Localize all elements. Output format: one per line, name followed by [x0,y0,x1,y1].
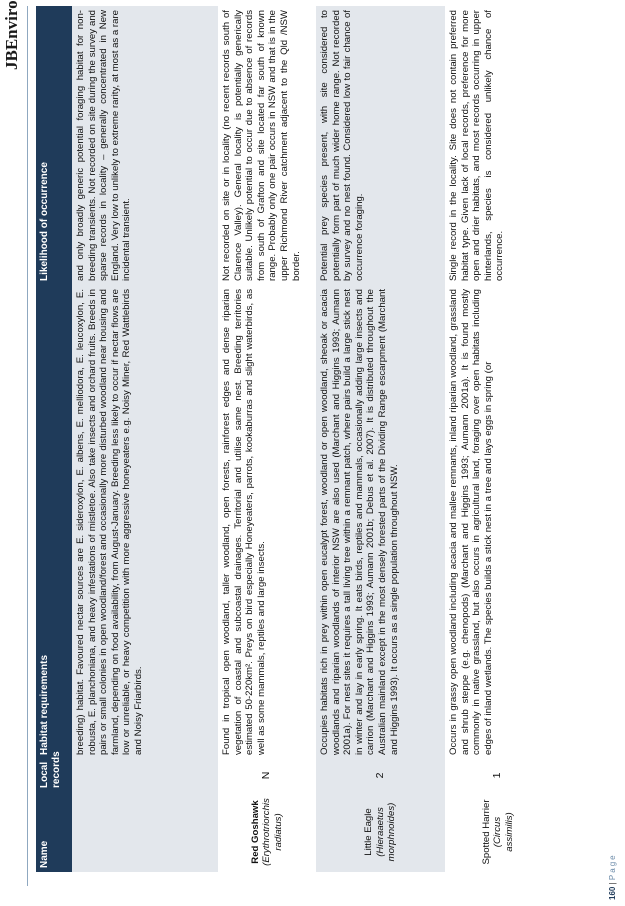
table-row [72,6,218,872]
habitat-cell: Occupies habitats rich in prey within open eucalypt forest, woodland or open woodland, sheoak or acacia woodlands and riparian woodlands of interior NSW are also used (Marchant and Higgins 1993; Aumann 2001a). For nest sites it requires a tall living tree within a remnant patch, where pairs build a large stick nest in winter and lay in early spring. It eats birds, reptiles and mammals, occasionally adding large insects and carrion (Marchant and Higgins 1993; Aumann 2001b; Debus et al. 2007). It is distributed throughout the Australian mainland except in the most densely forested parts of the Dividing Range escarpment (Marchant and Higgins 1993). It occurs as a single population throughout NSW. [316,285,445,759]
page-label: Page [608,853,617,881]
species-name-cell [72,792,218,872]
table-row [445,6,551,872]
likelihood-cell: Potential prey species present, with site considered to potentially form part of much wider home range. Not recorded by survey and no nest found. Considered low to fair chance of occurrence foraging. [316,6,445,285]
local-records-cell: N [218,759,316,792]
table-header-row [36,6,72,872]
habitat-cell: Occurs in grassy open woodland including acacia and mallee remnants, inland riparian woodland, grassland and shrub steppe (e.g. chenopods) (Marchant and Higgins 1993; Aumann 2001a). It is found mostly commonly in native grassland, but also occurs in agricultural land, foraging over open habitats including edges of inland wetlands. The species builds a stick nest in a tree and lays eggs in spring (or [445,285,551,759]
species-name-cell [316,792,445,872]
scientific-name: (Hieraaetus morphnoides) [374,802,398,862]
local-records-cell: 1 [445,759,551,792]
local-records-cell [72,759,218,792]
scientific-name: (Erythrotriorchis radiatus) [261,798,284,866]
header-name: Name [36,792,72,872]
page-separator: | [608,882,617,885]
table-row [218,6,316,872]
header-local-records: Local records [36,759,72,792]
brand-logo: JBEnviro [2,0,21,70]
common-name: Little Eagle [363,808,375,856]
likelihood-cell: Single record in the locality. Site does not contain preferred habitat type. Given lack of local records, preference for more open and drier habitats, and most records occurring in upper hinterlands, species is considered unlikely chance of occurrence. [445,6,551,285]
habitat-cell: breeding) habitat. Favoured nectar sources are E. sideroxylon, E. albens, E. melliodora, E. leucoxylon, E. robusta, E. planchoniana, and heavy infestations of mistletoe. Also take insects and orchard fruits. Breeds in pairs or small colonies in open woodland/forest and occasionally more disturbed woodland near housing and farmland, depending on food availability, from August-January. Breeding less likely to occur if nectar flows are low or unreliable, or heavy competition with more aggressive honeyeaters e.g. Noisy Miner, Red Wattlebirds and Noisy Friarbirds. [72,285,218,759]
species-name-cell [445,792,551,872]
common-name: Spotted Harrier [480,799,492,865]
species-name-cell [218,792,316,872]
header-likelihood: Likelihood of occurrence [36,6,72,285]
common-name: Red Goshawk [249,800,261,864]
page-number: 160 [608,886,617,900]
page-footer [608,853,617,900]
local-records-cell: 2 [316,759,445,792]
likelihood-cell: and only broadly generic potential foraging habitat for non-breeding transients. Not recorded on site during the survey and sparse records in locality – generally concentrated in New England. Very low to unlikely to extreme rarity, at most as a rare incidental transient. [72,6,218,285]
species-table [36,6,551,872]
table-row [316,6,445,872]
scientific-name: (Circus assimilis) [492,812,515,852]
header-habitat: Habitat requirements [36,285,72,759]
header-rule [27,6,28,886]
likelihood-cell: Not recorded on site or in locality (no recent records south of Clarence Valley). General locality is potentially generically suitable. Unlikely potential to occur due to absence of records from south of Grafton and site located far south of known range. Probably only one pair occurs in NSW and that is in the upper Richmond River catchment adjacent to the Qld /NSW border. [218,6,316,285]
habitat-cell: Found in tropical open woodland, taller woodland, open forests, rainforest edges and dense riparian vegetation of coastal and subcoastal drainages. Territorial and utilise same nest. Breeding territories estimated 50-220km². Preys on bird especially Honeyeaters, parrots, kookaburras and slight waterbirds, as well as some mammals, reptiles and large insects. [218,285,316,759]
